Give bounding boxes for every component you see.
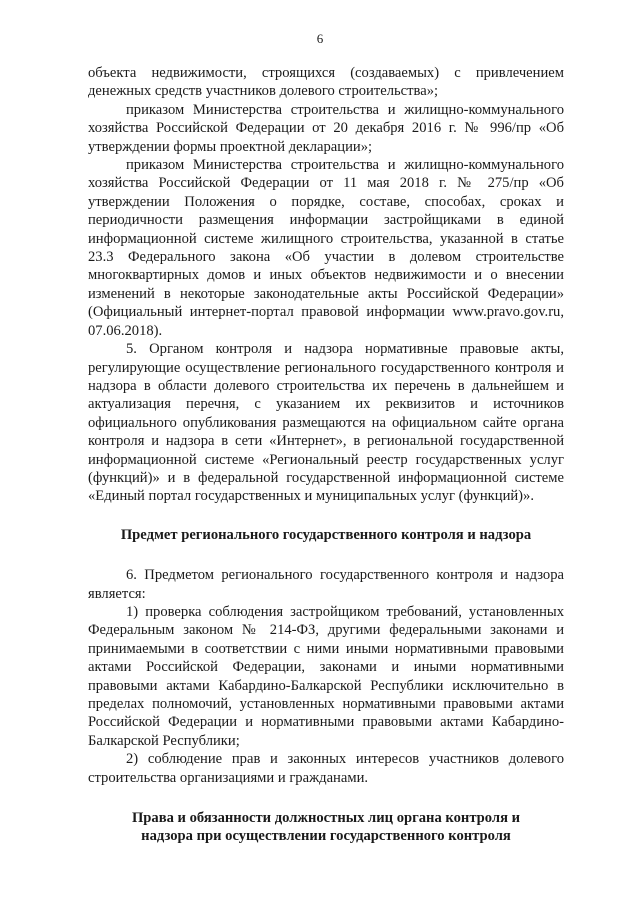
paragraph-subitem-1: 1) проверка соблюдения застройщиком требований, установленных Федеральным законом № 214-ФЗ, другими федеральными законами и принимаемыми в соответствии с ними иными нормативными правовыми актами Российской Федерации, законами и иными нормативными правовыми актами Кабардино-Балкарской Республики исключительно в пределах полномочий, установленных нормативными правовыми актами Российской Федерации и нормативными правовыми актами Кабардино-Балкарской Республики; xyxy=(88,603,564,749)
paragraph-continuation: объекта недвижимости, строящихся (создаваемых) с привлечением денежных средств участников долевого строительства»; xyxy=(88,65,564,100)
section-heading-rights-line-2: надзора при осуществлении государственного контроля xyxy=(141,828,511,845)
spacer xyxy=(88,787,564,809)
page-number: 6 xyxy=(316,31,324,46)
spacer xyxy=(88,506,564,526)
paragraph-order-275: приказом Министерства строительства и жилищно-коммунального хозяйства Российской Федерации от 11 мая 2018 г. № 275/пр «Об утверждении Положения о порядке, составе, способах, сроках и периодичности размещения информации застройщиками в единой информационной системе жилищного строительства, указанной в статье 23.3 Федерального закона «Об участии в долевом строительстве многоквартирных домов и иных объектов недвижимости и о внесении изменений в некоторые законодательные акты Российской Федерации» (Официальный интернет-портал правовой информации www.pravo.gov.ru, 07.06.2018). xyxy=(88,157,564,339)
document-body xyxy=(88,64,564,846)
paragraph-order-996: приказом Министерства строительства и жилищно-коммунального хозяйства Российской Федерации от 20 декабря 2016 г. № 996/пр «Об утверждении формы проектной декларации»; xyxy=(88,101,564,155)
paragraph-item-5: 5. Органом контроля и надзора нормативные правовые акты, регулирующие осуществление регионального государственного контроля и надзора в области долевого строительства их перечень в дальнейшем и актуализация перечня, с указанием их реквизитов и источников официального опубликования размещаются на официальном сайте органа контроля и надзора в сети «Интернет», в региональной государственной информационной системе «Региональный реестр государственных услуг (функций)» и в федеральной государственной информационной системе «Единый портал государственных и муниципальных услуг (функций)». xyxy=(88,341,564,505)
spacer xyxy=(88,544,564,566)
section-heading-subject: Предмет регионального государственного контроля и надзора xyxy=(120,526,532,543)
paragraph-item-6: 6. Предметом регионального государственного контроля и надзора является: xyxy=(88,567,564,602)
paragraph-subitem-2: 2) соблюдение прав и законных интересов участников долевого строительства организациями и гражданами. xyxy=(88,751,564,786)
section-heading-rights-line-1: Права и обязанности должностных лиц органа контроля и xyxy=(131,810,521,827)
